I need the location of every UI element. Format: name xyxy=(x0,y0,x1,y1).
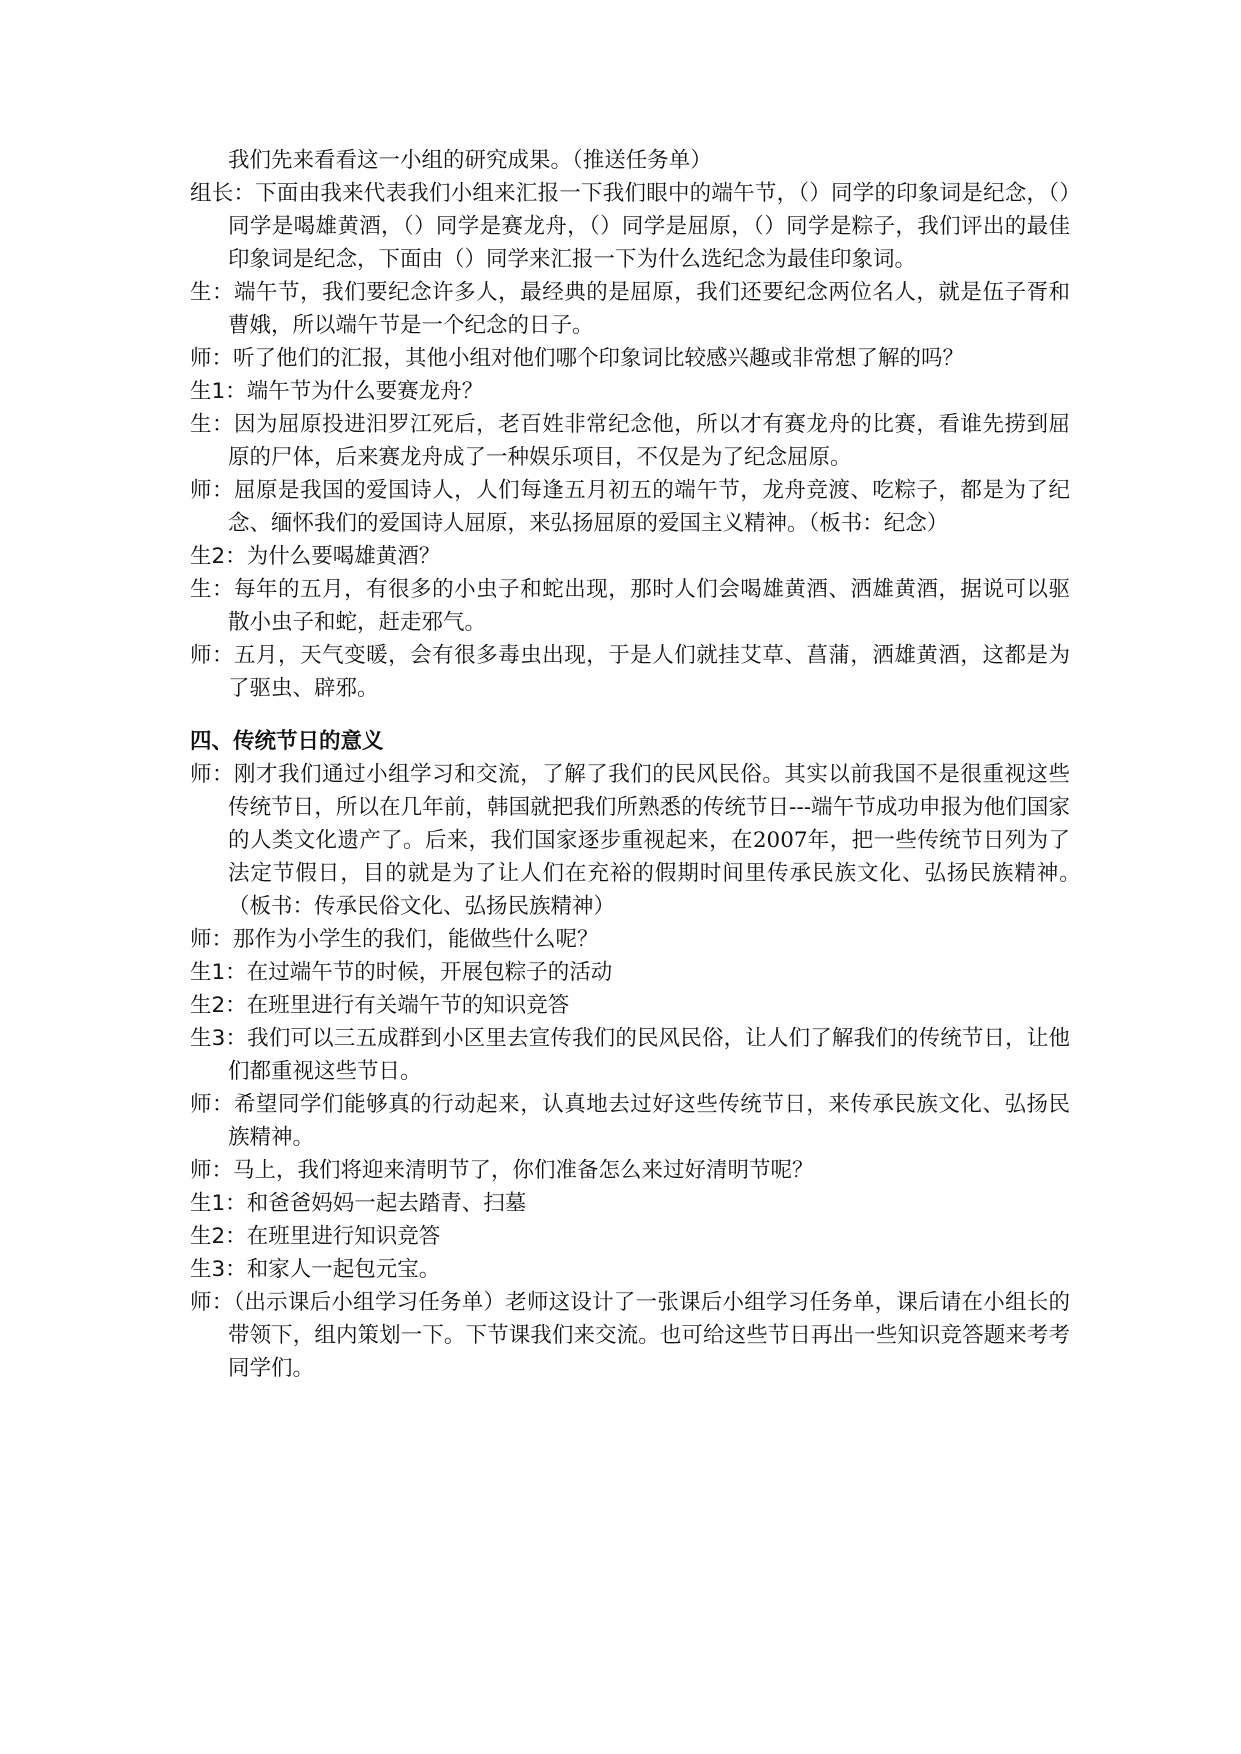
speaker-label: 生： xyxy=(190,412,235,437)
dialogue-text: 马上，我们将迎来清明节了，你们准备怎么来过好清明节呢？ xyxy=(233,1158,814,1183)
dialogue-part-1 xyxy=(190,177,1070,705)
dialogue-line xyxy=(190,639,1070,705)
dialogue-text: 因为屈原投进汨罗江死后，老百姓非常纪念他，所以才有赛龙舟的比赛，看谁先捞到屈原的尸体，后来赛龙舟成了一种娱乐项目，不仅是为了纪念屈原。 xyxy=(228,412,1070,470)
dialogue-line xyxy=(190,1088,1070,1154)
dialogue-line xyxy=(190,1154,1070,1187)
dialogue-text: 刚才我们通过小组学习和交流，了解了我们的民风民俗。其实以前我国不是很重视这些传统节日，所以在几年前，韩国就把我们所熟悉的传统节日---端午节成功申报为他们国家的人类文化遗产了。后来，我们国家逐步重视起来，在2007年，把一些传统节日列为了法定节假日，目的就是为了让人们在充裕的假期时间里传承民族文化、弘扬民族精神。 （板书：传承民俗文化、弘扬民族精神） xyxy=(228,762,1092,919)
speaker-label: 生： xyxy=(190,280,235,305)
speaker-label: 生2： xyxy=(190,993,247,1018)
intro-line: 我们先来看看这一小组的研究成果。（推送任务单） xyxy=(228,148,712,173)
speaker-label: 生1： xyxy=(190,960,247,985)
section-heading: 四、传统节日的意义 xyxy=(190,729,384,754)
dialogue-line xyxy=(190,408,1070,474)
dialogue-text: 在班里进行有关端午节的知识竞答 xyxy=(246,993,570,1018)
dialogue-text: 下面由我来代表我们小组来汇报一下我们眼中的端午节，（）同学的印象词是纪念，（）同学是喝雄黄酒，（）同学是赛龙舟，（）同学是屈原，（）同学是粽子，我们评出的最佳印象词是纪念，下面由（）同学来汇报一下为什么选纪念为最佳印象词。 xyxy=(228,181,1070,272)
speaker-label: 师： xyxy=(190,478,235,503)
speaker-label: 师： xyxy=(190,927,234,952)
speaker-label: 生1： xyxy=(190,379,247,404)
dialogue-text: 为什么要喝雄黄酒？ xyxy=(246,544,441,569)
dialogue-line xyxy=(190,276,1070,342)
speaker-label: 师： xyxy=(190,1290,234,1315)
speaker-label: 师： xyxy=(190,643,235,668)
dialogue-text: 在班里进行知识竞答 xyxy=(246,1224,441,1249)
dialogue-text: 和爸爸妈妈一起去踏青、扫墓 xyxy=(246,1191,527,1216)
dialogue-part-2 xyxy=(190,758,1092,1385)
dialogue-line xyxy=(190,758,1092,923)
speaker-label: 师： xyxy=(190,1158,234,1183)
dialogue-text: 和家人一起包元宝。 xyxy=(246,1257,441,1282)
dialogue-line xyxy=(190,1220,1070,1253)
dialogue-text: 听了他们的汇报，其他小组对他们哪个印象词比较感兴趣或非常想了解的吗？ xyxy=(233,346,965,371)
dialogue-line xyxy=(190,956,1070,989)
dialogue-line xyxy=(190,540,1070,573)
dialogue-line xyxy=(190,1187,1070,1220)
dialogue-text: 那作为小学生的我们，能做些什么呢？ xyxy=(233,927,599,952)
speaker-label: 生3： xyxy=(190,1026,248,1051)
dialogue-line xyxy=(190,1253,1070,1286)
dialogue-text: 我们可以三五成群到小区里去宣传我们的民风民俗，让人们了解我们的传统节日，让他们都重视这些节日。 xyxy=(228,1026,1070,1084)
speaker-label: 生2： xyxy=(190,544,247,569)
dialogue-text: 每年的五月，有很多的小虫子和蛇出现，那时人们会喝雄黄酒、洒雄黄酒，据说可以驱散小虫子和蛇，赶走邪气。 xyxy=(228,577,1070,635)
speaker-label: 组长： xyxy=(190,181,256,206)
speaker-label: 生2： xyxy=(190,1224,247,1249)
dialogue-line xyxy=(190,923,1070,956)
section-spacer xyxy=(190,705,1070,725)
dialogue-text: 端午节为什么要赛龙舟？ xyxy=(246,379,484,404)
dialogue-text: 端午节，我们要纪念许多人，最经典的是屈原，我们还要纪念两位名人，就是伍子胥和曹娥，所以端午节是一个纪念的日子。 xyxy=(228,280,1070,338)
dialogue-text: 在过端午节的时候，开展包粽子的活动 xyxy=(246,960,613,985)
dialogue-line xyxy=(190,573,1070,639)
dialogue-text: 五月，天气变暖，会有很多毒虫出现，于是人们就挂艾草、菖蒲，洒雄黄酒，这都是为了驱虫、辟邪。 xyxy=(228,643,1070,701)
dialogue-line xyxy=(190,1286,1070,1385)
speaker-label: 生3： xyxy=(190,1257,247,1282)
dialogue-line xyxy=(190,375,1070,408)
dialogue-line xyxy=(190,342,1070,375)
dialogue-text: 希望同学们能够真的行动起来，认真地去过好这些传统节日，来传承民族文化、弘扬民族精神。 xyxy=(228,1092,1070,1150)
document-page xyxy=(190,144,1092,1385)
speaker-label: 师： xyxy=(190,762,235,787)
speaker-label: 师： xyxy=(190,346,234,371)
dialogue-line xyxy=(190,989,1070,1022)
dialogue-text: 屈原是我国的爱国诗人，人们每逢五月初五的端午节，龙舟竞渡、吃粽子，都是为了纪念、缅怀我们的爱国诗人屈原，来弘扬屈原的爱国主义精神。（板书：纪念） xyxy=(228,478,1070,536)
speaker-label: 师： xyxy=(190,1092,235,1117)
speaker-label: 生： xyxy=(190,577,235,602)
dialogue-text: （出示课后小组学习任务单）老师这设计了一张课后小组学习任务单，课后请在小组长的带领下，组内策划一下。下节课我们来交流。也可给这些节日再出一些知识竞答题来考考同学们。 xyxy=(228,1290,1070,1381)
dialogue-line xyxy=(190,1022,1070,1088)
dialogue-line xyxy=(190,177,1070,276)
speaker-label: 生1： xyxy=(190,1191,247,1216)
dialogue-line xyxy=(190,474,1070,540)
